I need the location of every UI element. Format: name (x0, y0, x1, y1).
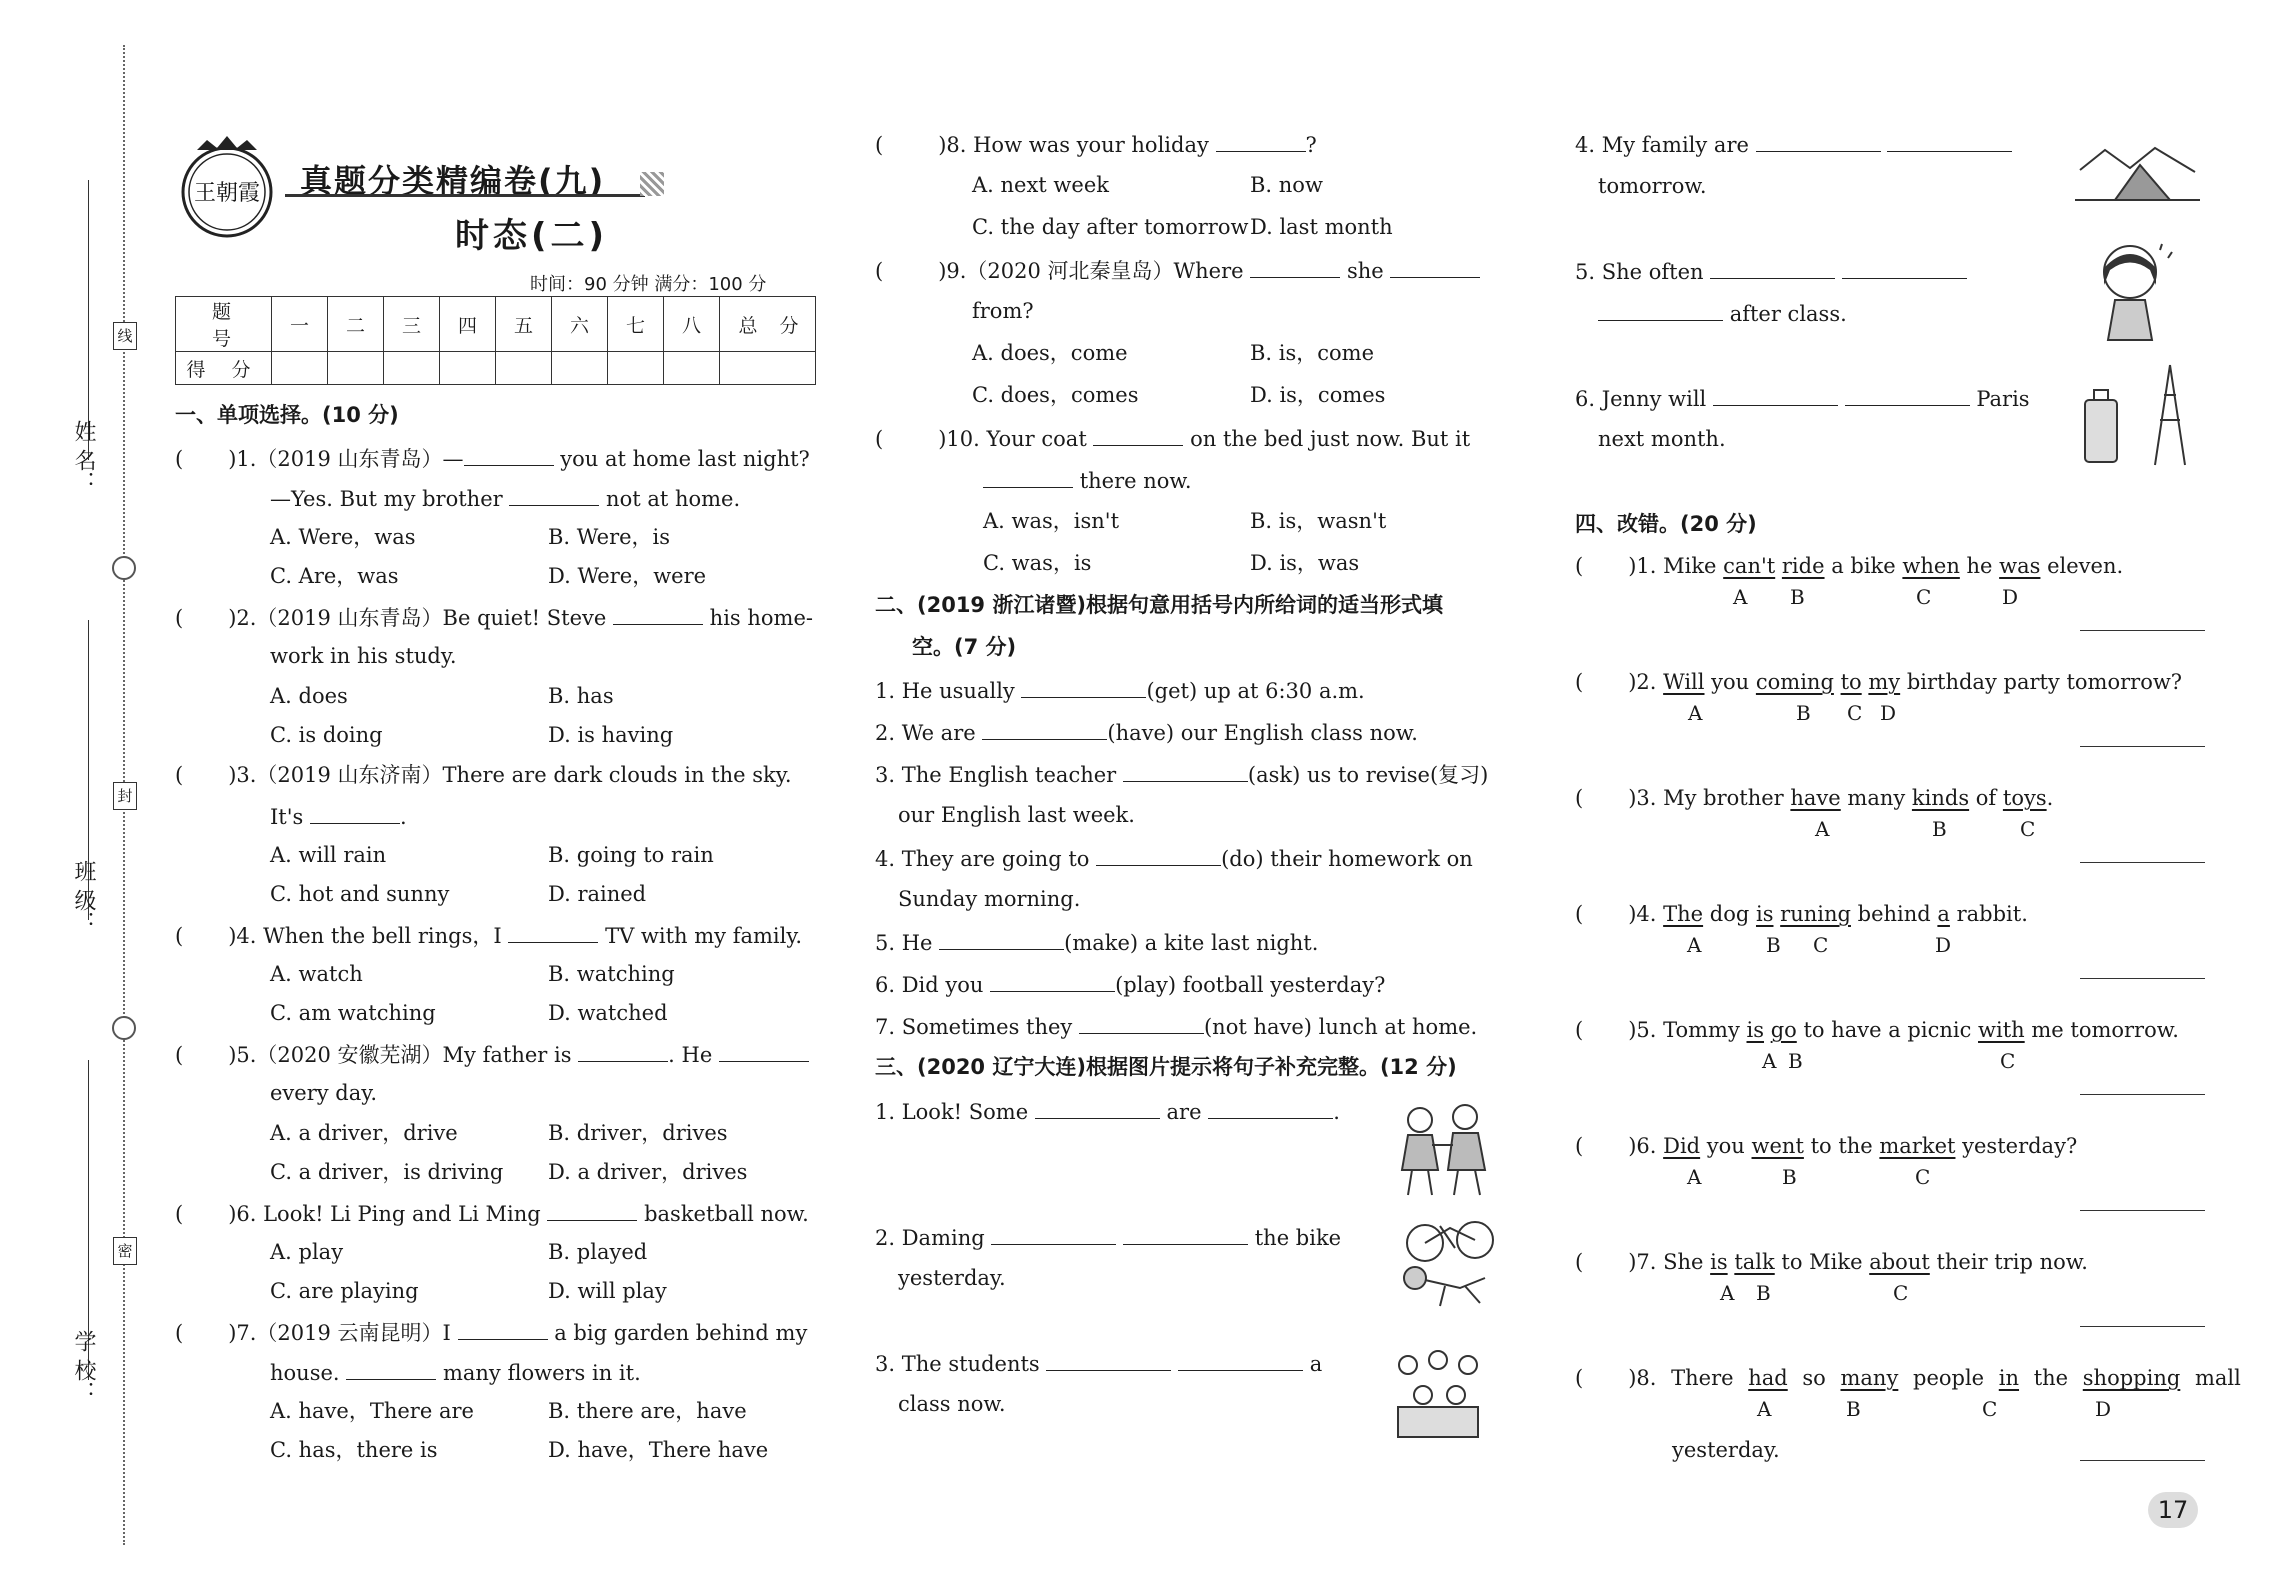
answer-blank[interactable] (982, 721, 1107, 740)
answer-blank[interactable] (1208, 1100, 1333, 1119)
girl-singing-icon (2090, 240, 2175, 345)
error-4: ( )4. The dog is runing behind a rabbit. (1575, 902, 2028, 926)
picture-1: 1. Look! Some are . (875, 1100, 1340, 1124)
question-5-line2: every day. (270, 1081, 378, 1105)
error-5: ( )5. Tommy is go to have a picnic with me tomorrow. (1575, 1018, 2179, 1042)
picture-5: 5. She often (1575, 260, 1967, 283)
score-cell[interactable] (664, 352, 720, 385)
correction-line[interactable] (2080, 1326, 2205, 1327)
choice-letter: C (1982, 1397, 1998, 1421)
time-info: 时间：90 分钟 满分：100 分 (530, 274, 767, 295)
choice-letter: B (1796, 701, 1811, 725)
option-c[interactable]: C. the day after tomorrow (972, 215, 1249, 239)
option-b[interactable]: B. there are，have (548, 1399, 747, 1423)
picture-6: 6. Jenny will Paris (1575, 387, 2030, 411)
error-6: ( )6. Did you went to the market yesterday? (1575, 1134, 2078, 1158)
option-c[interactable]: C. has，there is (270, 1438, 438, 1462)
score-row-label: 得 分 (176, 352, 272, 385)
fill-4-line2: Sunday morning. (898, 887, 1081, 911)
answer-blank[interactable] (1123, 1226, 1248, 1245)
correction-line[interactable] (2080, 1460, 2205, 1461)
error-2: ( )2. Will you coming to my birthday party tomorrow? (1575, 670, 2183, 694)
option-a[interactable]: A. have，There are (270, 1399, 474, 1423)
logo-seal-icon (172, 132, 282, 242)
choice-letter: C (1893, 1281, 1909, 1305)
option-b[interactable]: B. going to rain (548, 843, 714, 867)
suitcase-eiffel-tower-icon (2080, 360, 2210, 470)
option-b[interactable]: B. has (548, 684, 614, 708)
decor-pattern-icon (640, 172, 664, 196)
answer-blank[interactable] (1178, 1352, 1303, 1371)
fill-6: 6. Did you (play) football yesterday? (875, 973, 1386, 997)
choice-letter: A (1688, 701, 1703, 725)
class-label: 班 级： (71, 860, 96, 933)
choice-letter: A (1687, 933, 1702, 957)
option-d[interactable]: D. is，was (1250, 551, 1360, 575)
answer-blank[interactable] (1250, 259, 1340, 278)
question-10: ( )10. Your coat on the bed just now. But it (875, 427, 1471, 451)
seal-box-secret: 密 (113, 1237, 137, 1265)
choice-letter: B (1788, 1049, 1803, 1073)
name-label: 姓 名： (71, 420, 96, 493)
score-cell[interactable] (720, 352, 816, 385)
choice-letter: A (1757, 1397, 1772, 1421)
option-a[interactable]: A. play (270, 1240, 344, 1264)
option-d[interactable]: D. Were，were (548, 564, 707, 588)
score-header-cell: 八 (664, 297, 720, 352)
option-a[interactable]: A. watch (270, 962, 363, 986)
choice-letter: C (2020, 817, 2036, 841)
answer-blank[interactable] (1123, 763, 1248, 782)
choice-letter: C (1847, 701, 1863, 725)
question-1: ( )1.（2019 山东青岛）— you at home last night? (175, 447, 810, 471)
option-d[interactable]: D. last month (1250, 215, 1393, 239)
picture-4-line2: tomorrow. (1598, 174, 1707, 198)
picture-5-line2: after class. (1598, 302, 1847, 325)
answer-blank[interactable] (1216, 133, 1306, 152)
option-a[interactable]: A. Were，was (270, 525, 416, 549)
answer-blank[interactable] (939, 931, 1064, 950)
answer-blank[interactable] (1713, 387, 1838, 406)
question-2-line2: work in his study. (270, 644, 457, 668)
answer-blank[interactable] (1093, 427, 1183, 446)
error-8-line2: yesterday. (1672, 1438, 1780, 1462)
option-c[interactable]: C. are playing (270, 1279, 419, 1303)
choice-letter: B (1790, 585, 1805, 609)
answer-blank[interactable] (1842, 260, 1967, 279)
fill-5: 5. He (make) a kite last night. (875, 931, 1319, 955)
correction-line[interactable] (2080, 746, 2205, 747)
picture-2-line2: yesterday. (898, 1266, 1006, 1290)
answer-blank[interactable] (990, 973, 1115, 992)
score-header-cell: 二 (328, 297, 384, 352)
page-number: 17 (2148, 1492, 2198, 1528)
choice-letter: D (1880, 701, 1897, 725)
option-d[interactable]: D. watched (548, 1001, 668, 1025)
answer-blank[interactable] (1598, 302, 1723, 321)
answer-blank[interactable] (1096, 847, 1221, 866)
option-a[interactable]: A. does，come (972, 341, 1128, 365)
answer-blank[interactable] (509, 487, 599, 506)
option-c[interactable]: C. does，comes (972, 383, 1139, 407)
option-b[interactable]: B. watching (548, 962, 675, 986)
score-cell[interactable] (552, 352, 608, 385)
option-b[interactable]: B. is，come (1250, 341, 1375, 365)
error-7: ( )7. She is talk to Mike about their trip now. (1575, 1250, 2088, 1274)
question-9: ( )9.（2020 河北秦皇岛）Where she (875, 259, 1480, 282)
score-table-score-row (176, 352, 816, 385)
score-cell[interactable] (384, 352, 440, 385)
title-underline (285, 194, 645, 197)
answer-blank[interactable] (346, 1361, 436, 1380)
answer-blank[interactable] (458, 1321, 548, 1340)
answer-blank[interactable] (547, 1202, 637, 1221)
correction-line[interactable] (2080, 978, 2205, 979)
choice-letter: B (1766, 933, 1781, 957)
option-a[interactable]: A. does (270, 684, 348, 708)
choice-letter: A (1687, 1165, 1702, 1189)
error-8: ( )8. There had so many people in the shopping mall (1575, 1366, 2241, 1390)
question-3-line2: It's . (270, 805, 407, 829)
seal-box-seal: 封 (113, 782, 137, 810)
error-3: ( )3. My brother have many kinds of toys. (1575, 786, 2054, 810)
option-a[interactable]: A. a driver，drive (270, 1121, 458, 1145)
choice-letter: A (1733, 585, 1748, 609)
answer-blank[interactable] (1021, 679, 1146, 698)
score-cell[interactable] (272, 352, 328, 385)
choice-letter: D (2002, 585, 2019, 609)
option-b[interactable]: B. now (1250, 173, 1323, 197)
choice-letter: C (1813, 933, 1829, 957)
option-d[interactable]: D. rained (548, 882, 647, 906)
section-2-heading-cont: 空。(7 分) (912, 635, 1017, 659)
option-d[interactable]: D. a driver，drives (548, 1160, 748, 1184)
answer-blank[interactable] (983, 469, 1073, 488)
answer-blank[interactable] (310, 805, 400, 824)
choice-letter: D (2095, 1397, 2112, 1421)
option-c[interactable]: C. is doing (270, 723, 383, 747)
choice-letter: B (1782, 1165, 1797, 1189)
score-header-cell: 六 (552, 297, 608, 352)
question-2: ( )2.（2019 山东青岛）Be quiet! Steve his home- (175, 606, 813, 630)
answer-blank[interactable] (613, 606, 703, 625)
choice-letter: A (1762, 1049, 1777, 1073)
question-7-line2: house. many flowers in it. (270, 1361, 641, 1385)
question-5: ( )5.（2020 安徽芜湖）My father is . He (175, 1043, 809, 1066)
answer-blank[interactable] (991, 1226, 1116, 1245)
fill-1: 1. He usually (get) up at 6:30 a.m. (875, 679, 1365, 703)
score-header-cell: 三 (384, 297, 440, 352)
choice-letter: C (1915, 1165, 1931, 1189)
section-1-heading: 一、单项选择。(10 分) (175, 403, 399, 427)
answer-blank[interactable] (719, 1043, 809, 1062)
answer-blank[interactable] (1046, 1352, 1171, 1371)
option-c[interactable]: C. a driver，is driving (270, 1160, 504, 1184)
option-c[interactable]: C. was，is (983, 551, 1092, 575)
option-c[interactable]: C. hot and sunny (270, 882, 450, 906)
binding-hole-icon (112, 556, 136, 580)
choice-letter: B (1932, 817, 1947, 841)
series-title: 真题分类精编卷(九) (300, 162, 606, 200)
option-c[interactable]: C. Are，was (270, 564, 399, 588)
logo-text: 王朝霞 (193, 181, 261, 206)
option-a[interactable]: A. next week (972, 173, 1109, 197)
score-header-cell: 总 分 (720, 297, 816, 352)
name-write-line (88, 180, 89, 460)
school-label: 学 校： (71, 1330, 96, 1403)
question-8: ( )8. How was your holiday ? (875, 133, 1317, 157)
question-1-line2: —Yes. But my brother not at home. (270, 487, 741, 511)
fill-7: 7. Sometimes they (not have) lunch at home. (875, 1015, 1478, 1039)
answer-blank[interactable] (1035, 1100, 1160, 1119)
answer-blank[interactable] (1079, 1015, 1204, 1034)
score-cell[interactable] (440, 352, 496, 385)
score-header-cell: 七 (608, 297, 664, 352)
score-table-header-row (176, 297, 816, 352)
picture-4: 4. My family are (1575, 133, 2012, 156)
option-a[interactable]: A. was，isn't (983, 509, 1120, 533)
picture-2: 2. Daming the bike (875, 1226, 1342, 1250)
fill-3: 3. The English teacher (ask) us to revise(复习) (875, 763, 1489, 787)
picture-3: 3. The students a (875, 1352, 1323, 1376)
section-2-heading: 二、(2019 浙江诸暨)根据句意用括号内所给词的适当形式填 (875, 593, 1443, 617)
score-table (175, 296, 816, 385)
choice-letter: A (1720, 1281, 1735, 1305)
answer-blank[interactable] (578, 1043, 668, 1062)
question-7: ( )7.（2019 云南昆明）I a big garden behind my (175, 1321, 808, 1345)
bike-fall-icon (1385, 1218, 1500, 1308)
fill-2: 2. We are (have) our English class now. (875, 721, 1418, 745)
page-title: 时态(二) (455, 216, 609, 256)
option-a[interactable]: A. will rain (270, 843, 387, 867)
score-cell[interactable] (328, 352, 384, 385)
fill-4: 4. They are going to (do) their homework on (875, 847, 1473, 871)
classroom-students-icon (1388, 1345, 1488, 1445)
correction-line[interactable] (2080, 630, 2205, 631)
question-4: ( )4. When the bell rings，I TV with my family. (175, 924, 803, 948)
camping-tent-icon (2075, 140, 2200, 205)
choice-letter: C (2000, 1049, 2016, 1073)
option-d[interactable]: D. is having (548, 723, 674, 747)
option-b[interactable]: B. is，wasn't (1250, 509, 1387, 533)
fill-3-line2: our English last week. (898, 803, 1135, 827)
correction-line[interactable] (2080, 1210, 2205, 1211)
correction-line[interactable] (2080, 1094, 2205, 1095)
choice-letter: C (1916, 585, 1932, 609)
question-9-line2: from? (972, 299, 1034, 323)
picture-6-line2: next month. (1598, 427, 1726, 451)
correction-line[interactable] (2080, 862, 2205, 863)
score-header-cell: 一 (272, 297, 328, 352)
answer-blank[interactable] (1756, 133, 1881, 152)
choice-letter: D (1935, 933, 1952, 957)
answer-blank[interactable] (1710, 260, 1835, 279)
score-header-cell: 四 (440, 297, 496, 352)
choice-letter: A (1815, 817, 1830, 841)
binding-hole-icon (112, 1016, 136, 1040)
option-b[interactable]: B. played (548, 1240, 648, 1264)
question-3: ( )3.（2019 山东济南）There are dark clouds in the sky. (175, 763, 792, 787)
score-cell[interactable] (608, 352, 664, 385)
question-6: ( )6. Look! Li Ping and Li Ming basketball now. (175, 1202, 809, 1226)
choice-letter: B (1756, 1281, 1771, 1305)
option-d[interactable]: D. will play (548, 1279, 667, 1303)
section-3-heading: 三、(2020 辽宁大连)根据图片提示将句子补充完整。(12 分) (875, 1055, 1457, 1079)
answer-blank[interactable] (1887, 133, 2012, 152)
option-d[interactable]: D. have，There have (548, 1438, 769, 1462)
section-4-heading: 四、改错。(20 分) (1575, 512, 1757, 536)
dancing-people-icon (1390, 1095, 1500, 1205)
score-header-cell: 五 (496, 297, 552, 352)
option-c[interactable]: C. am watching (270, 1001, 436, 1025)
answer-blank[interactable] (1845, 387, 1970, 406)
score-header-cell: 题 号 (176, 297, 272, 352)
question-10-line2: there now. (983, 469, 1192, 492)
answer-blank[interactable] (464, 447, 554, 466)
error-1: ( )1. Mike can't ride a bike when he was eleven. (1575, 554, 2124, 578)
answer-blank[interactable] (1390, 259, 1480, 278)
option-d[interactable]: D. is，comes (1250, 383, 1386, 407)
option-b[interactable]: B. Were，is (548, 525, 671, 549)
option-b[interactable]: B. driver，drives (548, 1121, 728, 1145)
picture-3-line2: class now. (898, 1392, 1006, 1416)
seal-box-line: 线 (113, 322, 137, 350)
choice-letter: B (1846, 1397, 1861, 1421)
answer-blank[interactable] (508, 924, 598, 943)
score-cell[interactable] (496, 352, 552, 385)
